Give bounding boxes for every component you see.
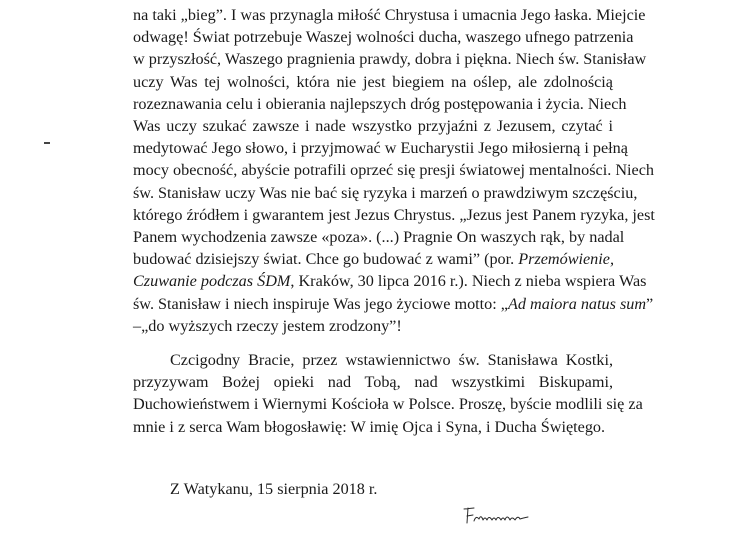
blessing-line: przyzywam Bożej opieki nad Tobą, nad wszystkimi Biskupami,	[133, 373, 613, 392]
body-line: rozeznawania celu i obierania najlepszych dróg postępowania i życia. Niech	[133, 94, 627, 113]
body-line-motto	[133, 293, 654, 315]
citation-prefix: Przemówienie,	[518, 250, 615, 269]
body-line-with-citation	[133, 248, 613, 270]
body-line: na taki „bieg”. I was przynagla miłość Chrystusa i umacnia Jego łaska. Miejcie	[133, 6, 646, 24]
body-line: medytować Jego słowo, i przyjmować w Eucharystii Jego miłosierną i pełną	[133, 139, 628, 158]
citation-title: Czuwanie podczas ŚDM	[133, 272, 291, 291]
body-line: –„do wyższych rzeczy jestem zrodzony”!	[133, 316, 402, 335]
body-line: odwagę! Świat potrzebuje Waszej wolności ducha, waszego ufnego patrzenia	[133, 28, 634, 47]
body-line: w przyszłość, Waszego pragnienia prawdy, dobra i piękna. Niech św. Stanisław	[133, 50, 647, 69]
blessing-line: Czcigodny Bracie, przez wstawiennictwo św. Stanisława Kostki,	[170, 351, 613, 369]
closing-date-line: Z Watykanu, 15 sierpnia 2018 r.	[170, 480, 378, 498]
motto-intro: św. Stanisław i niech inspiruje Was jego życiowe motto: „	[133, 294, 508, 313]
body-line-citation	[133, 270, 647, 292]
body-line: którego źródłem i gwarantem jest Jezus Chrystus. „Jezus jest Panem ryzyka, jest	[133, 205, 655, 224]
margin-mark	[44, 142, 50, 144]
blessing-paragraph	[133, 349, 643, 438]
motto-close-quote: ”	[646, 294, 654, 313]
body-line: uczy Was tej wolności, która nie jest biegiem na oślep, ale zdolnością	[133, 72, 613, 91]
signature	[462, 505, 534, 527]
body-line: Panem wychodzenia zawsze «poza». (...) Pragnie On waszych rąk, by nadal	[133, 228, 625, 247]
body-line: Was uczy szukać zawsze i nade wszystko przyjaźni z Jezusem, czytać i	[133, 117, 613, 136]
blessing-line: mnie i z serca Wam błogosławię: W imię Ojca i Syna, i Ducha Świętego.	[133, 417, 606, 436]
motto-latin: Ad maiora natus sum	[507, 294, 647, 313]
letter-body-paragraph	[133, 4, 655, 337]
body-line: św. Stanisław uczy Was nie bać się ryzyka i marzeń o prawdziwym szczęściu,	[133, 183, 638, 202]
blessing-line: Duchowieństwem i Wiernymi Kościoła w Polsce. Proszę, byście modlili się za	[133, 395, 643, 414]
body-line-text: budować dzisiejszy świat. Chce go budować z wami” (por.	[133, 250, 515, 269]
body-line: mocy obecność, abyście potrafili oprzeć się presji światowej mentalności. Niech	[133, 161, 654, 180]
citation-details: , Kraków, 30 lipca 2016 r.). Niech z nieba wspiera Was	[290, 272, 647, 291]
